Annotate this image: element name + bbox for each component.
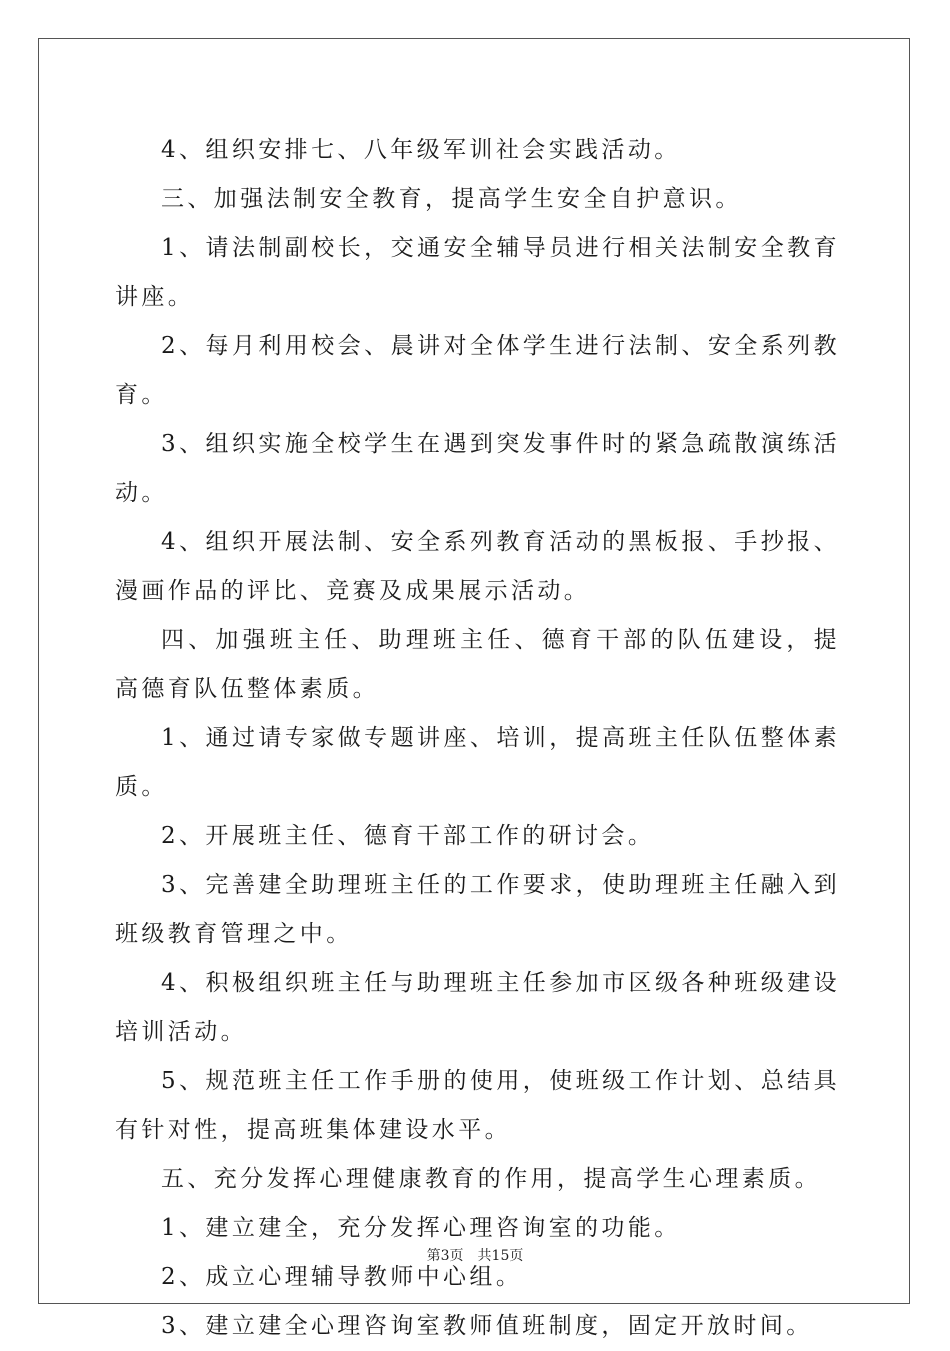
paragraph: 3、建立建全心理咨询室教师值班制度，固定开放时间。 (161, 1313, 813, 1339)
section-heading: 四、加强班主任、助理班主任、德育干部的队伍建设，提高德育队伍整体素质。 (115, 627, 840, 702)
paragraph: 1、请法制副校长，交通安全辅导员进行相关法制安全教育讲座。 (115, 235, 840, 310)
page-total: 共15页 (477, 1248, 524, 1264)
paragraph: 1、通过请专家做专题讲座、培训，提高班主任队伍整体素质。 (115, 725, 840, 800)
paragraph: 1、建立建全，充分发挥心理咨询室的功能。 (161, 1215, 681, 1241)
paragraph: 2、成立心理辅导教师中心组。 (161, 1264, 523, 1290)
paragraph: 5、规范班主任工作手册的使用，使班级工作计划、总结具有针对性，提高班集体建设水平。 (115, 1068, 840, 1143)
paragraph: 3、完善建全助理班主任的工作要求，使助理班主任融入到班级教育管理之中。 (115, 872, 840, 947)
page-number: 第3页 (426, 1248, 464, 1264)
document-body (115, 126, 840, 1351)
page-footer (0, 1245, 950, 1265)
paragraph: 4、组织开展法制、安全系列教育活动的黑板报、手抄报、漫画作品的评比、竞赛及成果展示活动。 (115, 529, 840, 604)
paragraph: 2、开展班主任、德育干部工作的研讨会。 (161, 823, 655, 849)
paragraph: 4、组织安排七、八年级军训社会实践活动。 (161, 137, 681, 163)
section-heading: 三、加强法制安全教育，提高学生安全自护意识。 (161, 186, 742, 212)
paragraph: 4、积极组织班主任与助理班主任参加市区级各种班级建设培训活动。 (115, 970, 840, 1045)
paragraph: 3、组织实施全校学生在遇到突发事件时的紧急疏散演练活动。 (115, 431, 840, 506)
paragraph: 2、每月利用校会、晨讲对全体学生进行法制、安全系列教育。 (115, 333, 840, 408)
section-heading: 五、充分发挥心理健康教育的作用，提高学生心理素质。 (161, 1166, 821, 1192)
